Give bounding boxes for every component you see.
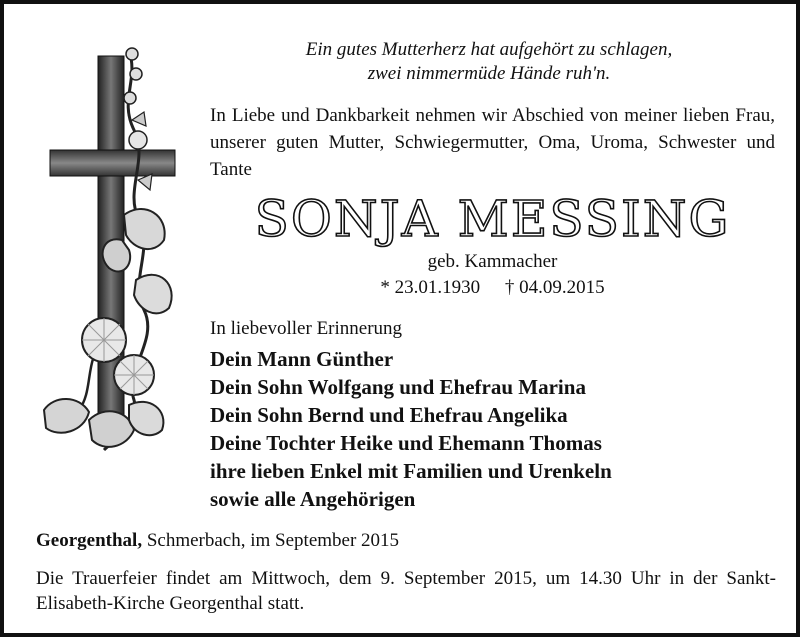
life-dates	[210, 276, 775, 300]
intro-text: In Liebe und Dankbarkeit nehmen wir Abschied von meiner lieben Frau, unserer guten Mutter, Schwiegermutter, Oma, Uroma, Schwester und Tante	[210, 105, 775, 180]
cross-with-flowers-icon	[34, 40, 194, 460]
funeral-notice: Die Trauerfeier findet am Mittwoch, dem 9. September 2015, um 14.30 Uhr in der Sankt-Elisabeth-Kirche Georgenthal statt.	[36, 568, 776, 614]
mourner-item: sowie alle Angehörigen	[210, 487, 416, 511]
mourner-item: Dein Mann Günther	[210, 347, 394, 371]
place-rest: Schmerbach, im September 2015	[146, 530, 400, 551]
death-date: † 04.09.2015	[504, 277, 605, 298]
mourners-list	[210, 345, 775, 513]
mourner-item: Dein Sohn Bernd und Ehefrau Angelika	[210, 403, 568, 427]
motto	[209, 38, 769, 86]
deceased-name: SONJA MESSING	[254, 190, 731, 248]
birth-date: * 23.01.1930	[380, 277, 481, 298]
place-town: Georgenthal,	[36, 530, 143, 551]
mourner-item: Deine Tochter Heike und Ehemann Thomas	[210, 431, 602, 455]
maiden-name: geb. Kammacher	[427, 251, 558, 272]
mourner-item: ihre lieben Enkel mit Familien und Urenkeln	[210, 459, 612, 483]
mourner-item: Dein Sohn Wolfgang und Ehefrau Marina	[210, 375, 586, 399]
place-and-date	[36, 529, 776, 553]
motto-line-2: zwei nimmermüde Hände ruh'n.	[367, 63, 611, 84]
memory-heading: In liebevoller Erinnerung	[210, 318, 403, 339]
motto-line-1: Ein gutes Mutterherz hat aufgehört zu schlagen,	[305, 39, 673, 60]
